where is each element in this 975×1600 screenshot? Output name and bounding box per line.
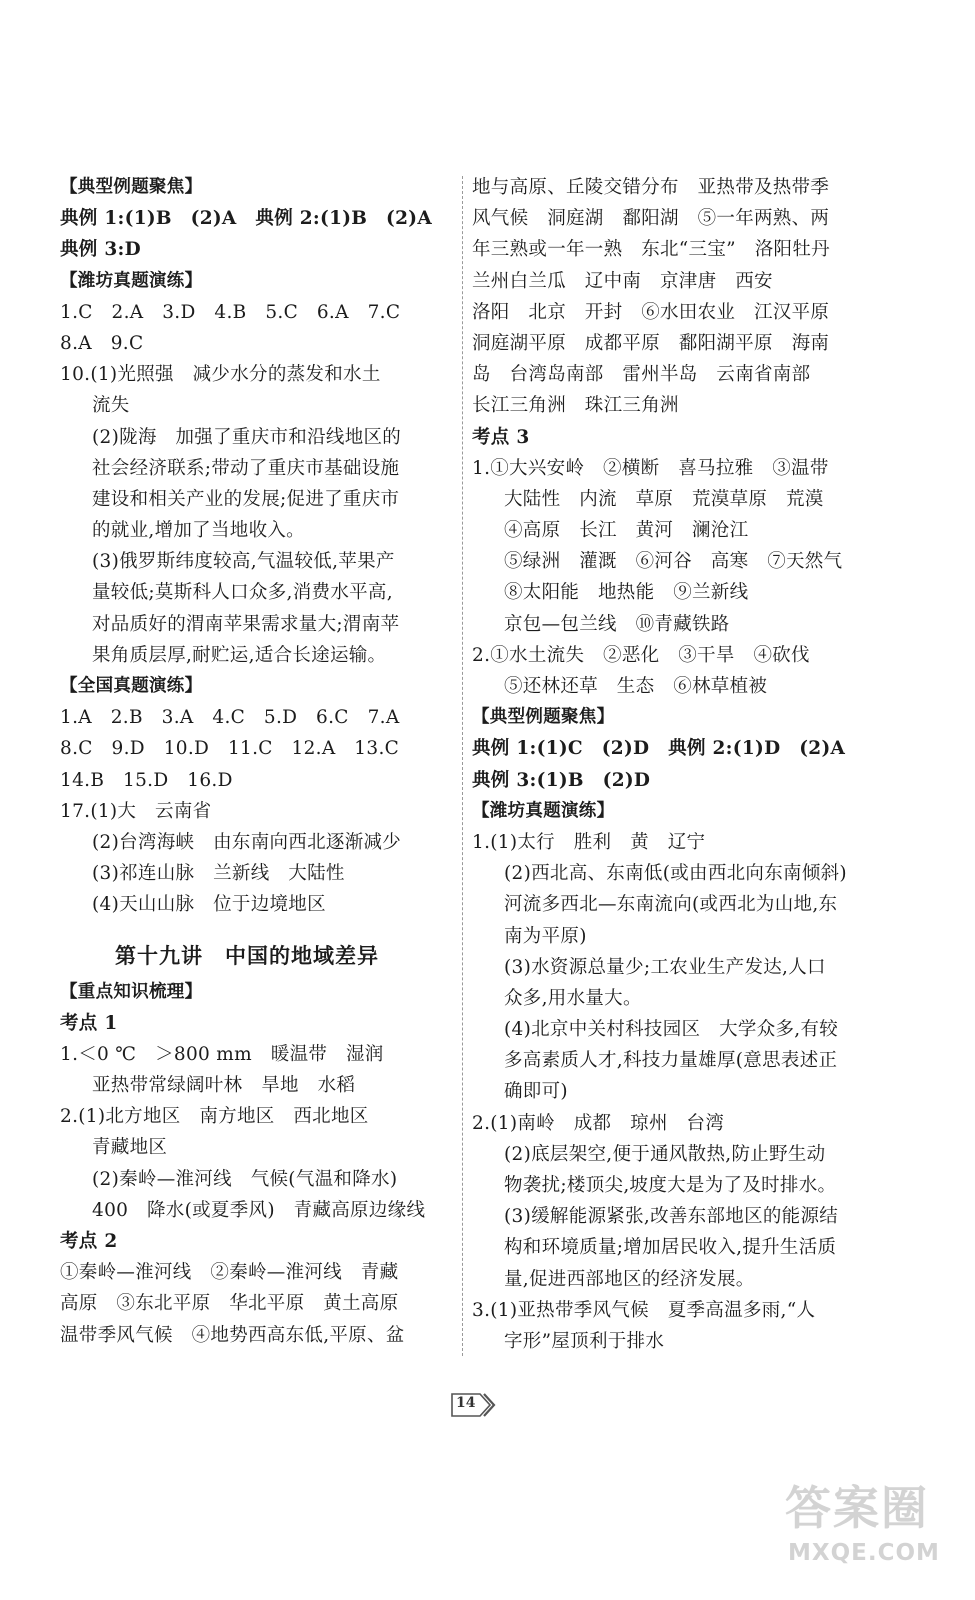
text-line: 长江三角洲 珠江三角洲 [472,395,679,417]
text-line: 2.(1)北方地区 南方地区 西北地区 [60,1106,369,1128]
text-line: 1.C 2.A 3.D 4.B 5.C 6.A 7.C [60,301,401,323]
text-line: 地与高原、丘陵交错分布 亚热带及热带季 [472,177,830,198]
text-line: 8.C 9.D 10.D 11.C 12.A 13.C [60,738,400,760]
watermark-url: MXQE.COM [788,1540,940,1566]
text-line: 3.(1)亚热带季风气候 夏季高温多雨,“人 [472,1299,816,1321]
text-line: 典例 1:(1)C (2)D 典例 2:(1)D (2)A [472,738,846,760]
text-line: 建设和相关产业的发展;促进了重庆市 [92,488,400,510]
text-line: (2)陇海 加强了重庆市和沿线地区的 [92,426,402,448]
text-line: 构和环境质量;增加居民收入,提升生活质 [504,1237,837,1259]
text-line: 众多,用水量大。 [504,987,642,1009]
text-line: (2)台湾海峡 由东南向西北逐渐减少 [92,831,402,853]
text-line: 洞庭湖平原 成都平原 鄱阳湖平原 海南 [472,332,830,354]
text-line: 岛 台湾岛南部 雷州半岛 云南省南部 [472,364,811,386]
text-line: 量较低;莫斯科人口众多,消费水平高, [92,582,393,604]
text-line: 确即可) [504,1081,568,1103]
text-line: 量,促进西部地区的经济发展。 [504,1268,755,1290]
text-line: ⑤还林还草 生态 ⑥林草植被 [504,676,768,697]
text-line: (3)祁连山脉 兰新线 大陆性 [92,863,345,885]
text-line: 多高素质人才,科技力量雄厚(意思表述正 [504,1050,838,1072]
text-line: 【典型例题聚焦】 [472,707,615,728]
text-line: 对品质好的渭南苹果需求量大;渭南苹 [92,613,400,635]
text-line: 400 降水(或夏季风) 青藏高原边缘线 [92,1199,426,1221]
text-line: 2.(1)南岭 成都 琼州 台湾 [472,1112,725,1134]
text-line: 流失 [92,395,130,417]
text-line: 字形”屋顶利于排水 [504,1330,665,1352]
text-line: 社会经济联系;带动了重庆市基础设施 [92,457,400,479]
text-line: 1.(1)太行 胜利 黄 辽宁 [472,831,706,853]
page-number: 14 [456,1395,476,1411]
text-line: 的就业,增加了当地收入。 [92,520,305,542]
text-line: 果角质层厚,耐贮运,适合长途运输。 [92,644,387,666]
text-line: 兰州白兰瓜 辽中南 京津唐 西安 [472,270,773,292]
text-line: 1.A 2.B 3.A 4.C 5.D 6.C 7.A [60,707,400,729]
text-line: 风气候 洞庭湖 鄱阳湖 ⑤一年两熟、两 [472,208,830,230]
text-line: 考点 2 [60,1231,118,1252]
text-line: (4)天山山脉 位于边境地区 [92,894,326,916]
column-divider [462,176,463,1356]
text-line: 17.(1)大 云南省 [60,800,212,822]
text-line: 物袭扰;楼顶尖,坡度大是为了及时排水。 [504,1175,837,1196]
text-line: 考点 1 [60,1012,118,1034]
text-line: ⑧太阳能 地热能 ⑨兰新线 [504,582,749,604]
text-line: 10.(1)光照强 减少水分的蒸发和水土 [60,364,381,386]
text-line: 南为平原) [504,925,587,947]
text-line: 【潍坊真题演练】 [60,270,203,291]
text-line: 年三熟或一年一熟 东北“三宝” 洛阳牡丹 [472,239,830,261]
watermark-logo: 答案圈 [785,1481,929,1535]
text-line: (4)北京中关村科技园区 大学众多,有较 [504,1019,839,1041]
text-line: 第十九讲 中国的地域差异 [115,942,379,968]
text-line: 14.B 15.D 16.D [60,769,233,791]
text-line: (2)西北高、东南低(或由西北向东南倾斜) [504,863,847,885]
text-line: 高原 ③东北平原 华北平原 黄土高原 [60,1293,399,1315]
text-line: (3)缓解能源紧张,改善东部地区的能源结 [504,1206,839,1228]
text-line: 考点 3 [472,426,530,448]
text-line: ④高原 长江 黄河 澜沧江 [504,520,749,542]
right-column [472,172,867,1357]
text-line: ⑤绿洲 灌溉 ⑥河谷 高寒 ⑦天然气 [504,551,843,573]
text-line: 【全国真题演练】 [60,676,203,696]
text-line: 8.A 9.C [60,332,144,354]
text-line: 京包—包兰线 ⑩青藏铁路 [504,613,730,635]
text-line: 2.①水土流失 ②恶化 ③干旱 ④砍伐 [472,644,810,666]
text-line: 大陆性 内流 草原 荒漠草原 荒漠 [504,488,824,510]
text-line: 典例 3:D [60,239,141,261]
text-line: 【典型例题聚焦】 [60,177,203,197]
text-line: (3)水资源总量少;工农业生产发达,人口 [504,956,826,978]
text-line: 【潍坊真题演练】 [472,800,615,821]
text-line: (2)秦岭—淮河线 气候(气温和降水) [92,1168,398,1190]
text-line: 洛阳 北京 开封 ⑥水田农业 江汉平原 [472,301,830,323]
text-line: (2)底层架空,便于通风散热,防止野生动 [504,1143,826,1165]
text-line: 温带季风气候 ④地势西高东低,平原、盆 [60,1324,405,1346]
text-line: 典例 1:(1)B (2)A 典例 2:(1)B (2)A [60,208,432,230]
text-line: 1.①大兴安岭 ②横断 喜马拉雅 ③温带 [472,457,829,479]
text-line: (3)俄罗斯纬度较高,气温较低,苹果产 [92,551,395,573]
page-number-badge [450,1388,500,1422]
text-line: 青藏地区 [92,1137,168,1159]
text-line: 【重点知识梳理】 [60,981,203,1002]
text-line: ①秦岭—淮河线 ②秦岭—淮河线 青藏 [60,1262,399,1284]
text-line: 典例 3:(1)B (2)D [472,769,651,791]
text-line: 1.＜0 ℃ ＞800 mm 暖温带 湿润 [60,1043,384,1065]
left-column [60,172,455,1351]
text-line: 河流多西北—东南流向(或西北为山地,东 [504,894,838,916]
text-line: 亚热带常绿阔叶林 旱地 水稻 [92,1075,356,1097]
